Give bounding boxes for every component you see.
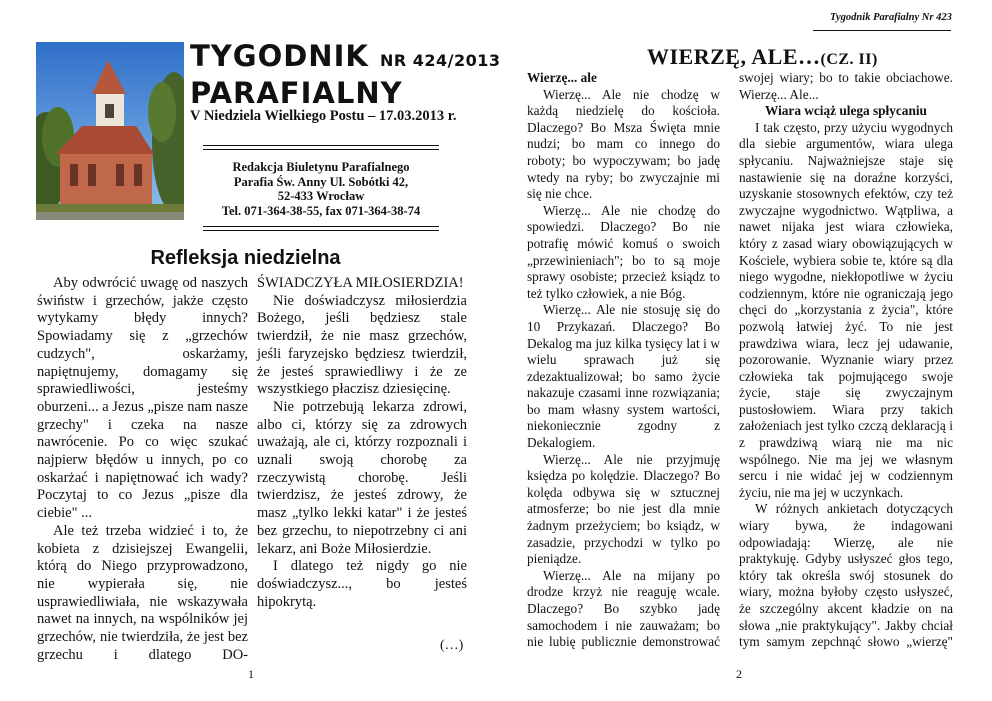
masthead-title	[190, 40, 501, 110]
page2-column-left	[527, 70, 720, 651]
paragraph: Wierzę... Ale na mijany po drodze krzyż nie reaguję wcale. Dlaczego? Bo szybko jadę samochodem i nie zauważam; bo nie lubię publicznie demonstrować	[527, 567, 720, 650]
paragraph: ŚWIADCZYŁA MIŁOSIERDZIA!	[257, 275, 464, 291]
paragraph: Wierzę... Ale nie chodzę do spowiedzi. Dlaczego? Bo nie potrafię mówić komuś o swoich „przewinieniach"; bo to są moje sprawy osobiste; przecież ksiądz to też tylko człowiek, a nie Bóg.	[527, 202, 720, 301]
issue-number: NR 424/2013	[379, 51, 501, 70]
address-line: Redakcja Biuletynu Parafialnego	[232, 160, 410, 174]
subheading: Wiara wciąż ulega spłycaniu	[765, 103, 927, 119]
paragraph: Wierzę... Ale nie chodzę w każdą niedzielę do kościoła. Dlaczego? Bo Msza Święta mnie nudzi; bo mam co innego do roboty; bo wypoczywam; bo jadę wtedy na ryby; bo zwyczajnie mi się nie chce.	[527, 86, 720, 202]
running-header: Tygodnik Parafialny Nr 423	[830, 12, 952, 23]
subheading: Wierzę... ale	[527, 70, 597, 85]
paragraph: swojej wiary; bo to takie obciachowe. Wierzę... Ale...	[739, 70, 953, 102]
church-photo	[36, 42, 184, 220]
page1-column-right	[257, 275, 467, 611]
address-phone: Tel. 071-364-38-55, fax 071-364-38-74	[221, 203, 421, 218]
page-number: 2	[736, 667, 742, 681]
address-line: 52-433 Wrocław	[277, 189, 365, 203]
page-number: 1	[248, 667, 254, 681]
paragraph: W różnych ankietach dotyczących wiary bywa, że indagowani odpowiadają: Wierzę, ale nie praktykuję. Gdyby usłyszeć głos tego, który tak określa swój stosunek do wiary, można byłoby często usłyszeć, że szczególny akcent kładzie on na słowa „nie praktykujący". Jakby chciał tym samym zepchnąć słowo „wierzę"	[739, 501, 953, 650]
running-header-rule	[813, 30, 951, 31]
paragraph: Nie potrzebują lekarza zdrowi, albo ci, którzy się za zdrowych uważają, ale ci, którzy rozpoznali i uznali swoją chorobę za rzeczywistą chorobę. Jeśli twierdzisz, że jesteś zdrowy, że masz „tylko lekki katar" i że jesteś bez grzechu, to niepotrzebny ci ani lekarz, ani Boże Miłosierdzie.	[257, 398, 467, 557]
paragraph: I dlatego też nigdy go nie doświadczysz..., bo jesteś hipokrytą.	[257, 558, 467, 610]
paragraph: Aby odwrócić uwagę od naszych świństw i grzechów, jakże często wytykamy błędy innych? Spowiadamy się z „grzechów cudzych", oskarżamy, napiętnujemy, domagamy się sprawiedliwości, jesteśmy oburzeni... a Jezus „pisze nam nasze grzechy" i czeka na nasze nawrócenie. Po co więc szukać najpierw błędów u innych, po co oskarżać i napiętnować ich wady? Poczytaj to co Jezus „pisze dla ciebie" ...	[37, 275, 248, 522]
masthead-title-line2: PARAFIALNY	[190, 76, 403, 110]
masthead-title-line1: TYGODNIK	[190, 39, 369, 73]
article-title-main: WIERZĘ, ALE…	[647, 44, 821, 69]
section-heading: Refleksja niedzielna	[150, 247, 341, 269]
paragraph: Ale też trzeba widzieć i to, że kobieta z dzisiejszej Ewangelii, którą do Niego przyprowadzono, nie wypierała się, nie usprawiedliwiała, nie wskazywała nawet na innych, na wspólników jej grzechów, nie twierdziła, że jest bez grzechu i dlatego DO-	[37, 522, 248, 663]
paragraph: Wierzę... Ale nie stosuję się do 10 Przykazań. Dlaczego? Bo Dekalog ma juz kilka tysięcy lat i w wielu sprawach już się zdezaktualizował; bo samo życie nakazuje czasami inne rozwiązania; bo mam własny system wartości, niekoniecznie zgodny z Dekalogiem.	[527, 302, 720, 451]
double-rule-bottom	[203, 226, 439, 231]
paragraph: I tak często, przy użyciu wygodnych dla siebie argumentów, wiara ulega spłycaniu. Najważniejsze staje się nastawienie się na doraźne korzyści, uzyskanie stosownych efektów, czy też zwyczajne wygodnictwo. Wątpliwa, a nawet nijaka jest wiara człowieka, który z zasad wiary obowiązujących w Kościele, wybiera sobie te, które są dla niego wygodne, niekłopotliwe w życiu codziennym, które nie ograniczają jego chęci do „korzystania z życia", które pozwolą łatwiej żyć. To nie jest prawdziwa wiara, lecz jej udawanie, pozorowanie. Wyznanie wiary przez człowieka tak pojmującego swoje życie, staje się zwyczajnym pustosłowiem. Wiara przy takich założeniach jest tylko czczą deklaracją i z prawdziwą wiarą nie ma nic wspólnego. Nie ma jej we własnym sercu i nie widać jej w codziennym życiu, nie ma jej w uczynkach.	[739, 119, 953, 500]
continuation-ellipsis: (…)	[440, 638, 464, 653]
double-rule-top	[203, 145, 439, 150]
masthead-subtitle: V Niedziela Wielkiego Postu – 17.03.2013 r.	[190, 108, 457, 124]
article-title-part: (CZ. II)	[820, 51, 878, 68]
paragraph: Nie doświadczysz miłosierdzia Bożego, jeśli będziesz stale twierdził, że nie masz grzechów, jeśli faryzejsko będziesz twierdził, że jesteś sprawiedliwy i że ze wszystkiego płaczisz dziesięcinę.	[257, 292, 467, 398]
address-block	[196, 160, 446, 218]
article-title	[647, 44, 878, 70]
page2-column-right	[739, 70, 953, 651]
paragraph: Wierzę... Ale nie przyjmuję księdza po kolędzie. Dlaczego? Bo kolęda odbywa się w sztucznej atmosferze; bo nie jest dla mnie żadnym przeżyciem; bo ksiądz, w zasadzie, przychodzi w tylko po pieniądze.	[527, 451, 720, 567]
page1-column-left	[37, 275, 248, 664]
address-line: Parafia Św. Anny Ul. Sobótki 42,	[233, 174, 409, 189]
